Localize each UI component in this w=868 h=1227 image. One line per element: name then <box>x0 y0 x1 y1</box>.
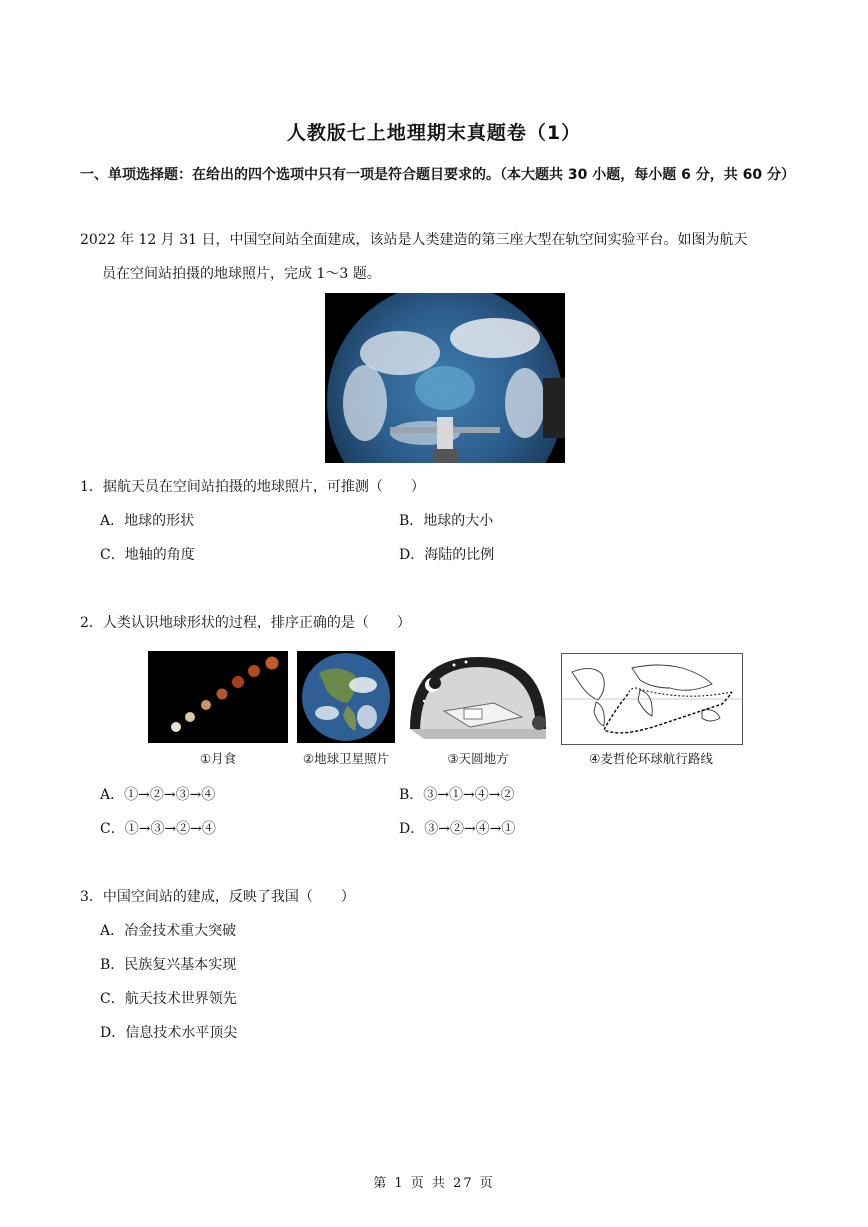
question-2-option-a[interactable]: A．①→②→③→④ <box>100 787 216 803</box>
image-caption-2: ②地球卫星照片 <box>302 751 390 766</box>
question-2-option-c[interactable]: C．①→③→②→④ <box>100 821 216 837</box>
section-heading: 一、单项选择题：在给出的四个选项中只有一项是符合题目要求的。（本大题共 30 小题，每小题 6 分，共 60 分） <box>80 167 795 183</box>
question-3-stem: 3．中国空间站的建成，反映了我国（ ） <box>80 889 355 905</box>
question-3-option-b[interactable]: B．民族复兴基本实现 <box>100 957 237 973</box>
question-2-stem: 2．人类认识地球形状的过程，排序正确的是（ ） <box>80 615 411 631</box>
image-caption-4: ④麦哲伦环球航行路线 <box>589 751 713 766</box>
magellan-route-map-image <box>561 653 743 745</box>
question-3-option-d[interactable]: D．信息技术水平顶尖 <box>100 1025 238 1041</box>
earth-from-space-photo <box>325 293 565 463</box>
question-3-option-a[interactable]: A．冶金技术重大突破 <box>100 923 237 939</box>
question-1-option-b[interactable]: B．地球的大小 <box>399 513 494 529</box>
round-sky-square-earth-image <box>404 651 552 743</box>
image-caption-3: ③天圆地方 <box>447 751 509 766</box>
lunar-eclipse-image <box>148 651 288 743</box>
question-1-stem: 1．据航天员在空间站拍摄的地球照片，可推测（ ） <box>80 479 425 495</box>
image-caption-1: ①月食 <box>199 751 237 766</box>
question-1-option-c[interactable]: C．地轴的角度 <box>100 547 195 563</box>
question-3-option-c[interactable]: C．航天技术世界领先 <box>100 991 237 1007</box>
page-footer: 第 1 页 共 27 页 <box>373 1176 495 1191</box>
intro-text <box>80 223 792 291</box>
page-title: 人教版七上地理期末真题卷（1） <box>286 122 582 144</box>
question-1-option-d[interactable]: D．海陆的比例 <box>399 547 495 563</box>
question-1-option-a[interactable]: A．地球的形状 <box>100 513 195 529</box>
intro-line-1: 2022 年 12 月 31 日，中国空间站全面建成，该站是人类建造的第三座大型在轨空间实验平台。如图为航天 <box>80 232 748 248</box>
intro-line-2: 员在空间站拍摄的地球照片，完成 1～3 题。 <box>102 266 381 282</box>
question-2-option-b[interactable]: B．③→①→④→② <box>399 787 515 803</box>
question-2-option-d[interactable]: D．③→②→④→① <box>399 821 516 837</box>
earth-satellite-image <box>297 651 395 743</box>
